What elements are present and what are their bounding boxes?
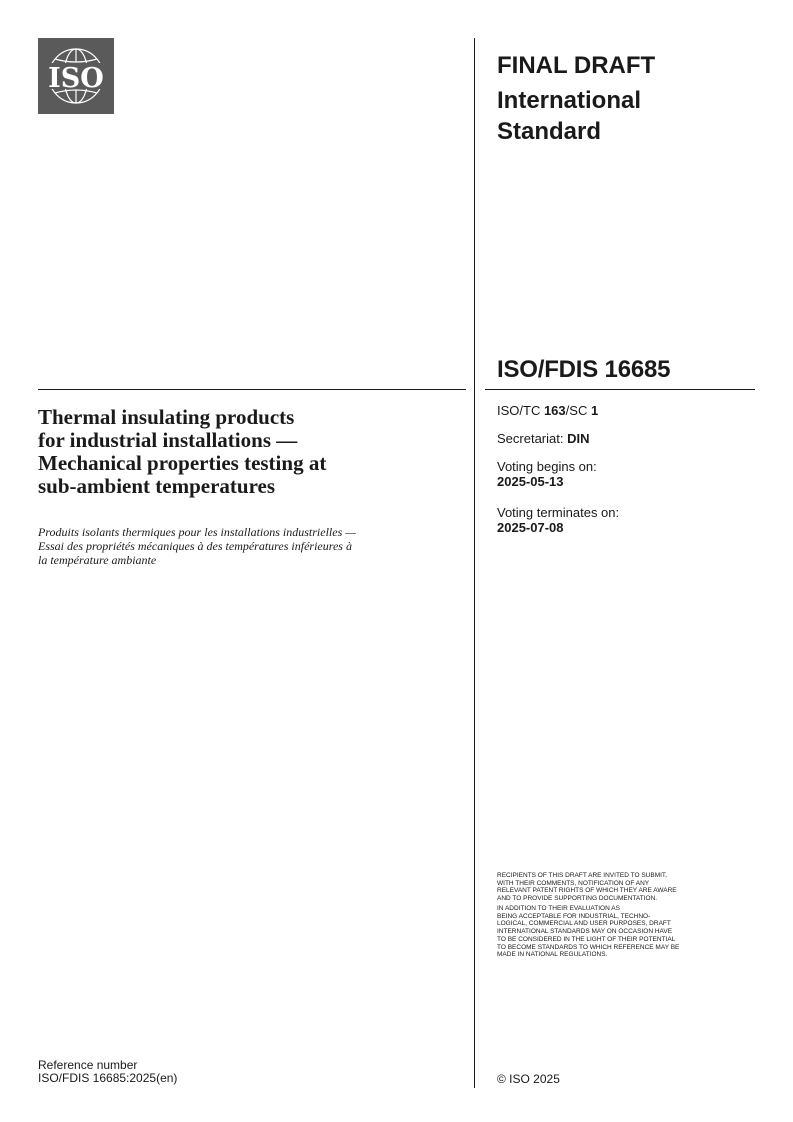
- sc-number: 1: [590, 403, 599, 418]
- left-horizontal-rule: [38, 389, 466, 390]
- copyright: © ISO 2025: [497, 1072, 560, 1086]
- secretariat: [497, 431, 589, 446]
- voting-terminates-label: Voting terminates on:: [497, 505, 620, 520]
- secretariat-value: DIN: [567, 431, 590, 446]
- notice-line: TO BECOME STANDARDS TO WHICH REFERENCE MAY BE: [497, 943, 680, 951]
- document-number: ISO/FDIS 16685: [497, 356, 671, 383]
- notice-line: TO BE CONSIDERED IN THE LIGHT OF THEIR POTENTIAL: [497, 935, 676, 943]
- reference-label: Reference number: [38, 1058, 138, 1072]
- voting-terminates: [497, 505, 619, 535]
- reference-value: ISO/FDIS 16685:2025(en): [38, 1071, 178, 1085]
- subtitle-line: Essai des propriétés mécaniques à des températures inférieures à: [38, 539, 352, 553]
- reference-number: [38, 1059, 177, 1085]
- committee-sep: /SC: [565, 403, 591, 418]
- iso-logo: [38, 38, 114, 114]
- title-line: for industrial installations —: [38, 428, 298, 452]
- subtitle-line: la température ambiante: [38, 553, 157, 567]
- notice-line: WITH THEIR COMMENTS, NOTIFICATION OF ANY: [497, 879, 650, 887]
- committee-prefix: ISO/TC: [497, 403, 544, 418]
- voting-begins-label: Voting begins on:: [497, 459, 597, 474]
- subtitle-line: Produits isolants thermiques pour les installations industrielles —: [38, 525, 356, 539]
- notice-line: LOGICAL, COMMERCIAL AND USER PURPOSES, DRAFT: [497, 920, 671, 928]
- patent-notice: [497, 872, 755, 903]
- committee: [497, 403, 598, 418]
- secretariat-label: Secretariat:: [497, 431, 568, 446]
- title-line: sub-ambient temperatures: [38, 474, 276, 498]
- notice-line: BEING ACCEPTABLE FOR INDUSTRIAL, TECHNO-: [497, 912, 651, 920]
- title-line: Thermal insulating products: [38, 405, 295, 429]
- vertical-divider: [474, 38, 475, 1088]
- document-title: [38, 406, 458, 498]
- notice-line: MADE IN NATIONAL REGULATIONS.: [497, 951, 608, 959]
- voting-terminates-date: 2025-07-08: [497, 520, 564, 535]
- notice-line: AND TO PROVIDE SUPPORTING DOCUMENTATION.: [497, 895, 658, 903]
- notice-line: IN ADDITION TO THEIR EVALUATION AS: [497, 905, 620, 912]
- tc-number: 163: [543, 403, 566, 418]
- evaluation-notice: [497, 905, 755, 959]
- right-horizontal-rule: [485, 389, 755, 390]
- status-standard: Standard: [497, 118, 602, 145]
- title-line: Mechanical properties testing at: [38, 451, 327, 475]
- document-status: [497, 50, 757, 147]
- status-final-draft: FINAL DRAFT: [497, 52, 656, 79]
- notice-line: INTERNATIONAL STANDARDS MAY ON OCCASION HAVE: [497, 928, 673, 936]
- french-title: [38, 525, 463, 567]
- voting-begins: [497, 459, 597, 489]
- globe-icon: [38, 38, 114, 114]
- notice-line: RECIPIENTS OF THIS DRAFT ARE INVITED TO SUBMIT,: [497, 872, 667, 879]
- status-international: International: [497, 87, 642, 114]
- notice-line: RELEVANT PATENT RIGHTS OF WHICH THEY ARE AWARE: [497, 887, 677, 895]
- voting-begins-date: 2025-05-13: [497, 474, 564, 489]
- logo-text: ISO: [48, 63, 104, 94]
